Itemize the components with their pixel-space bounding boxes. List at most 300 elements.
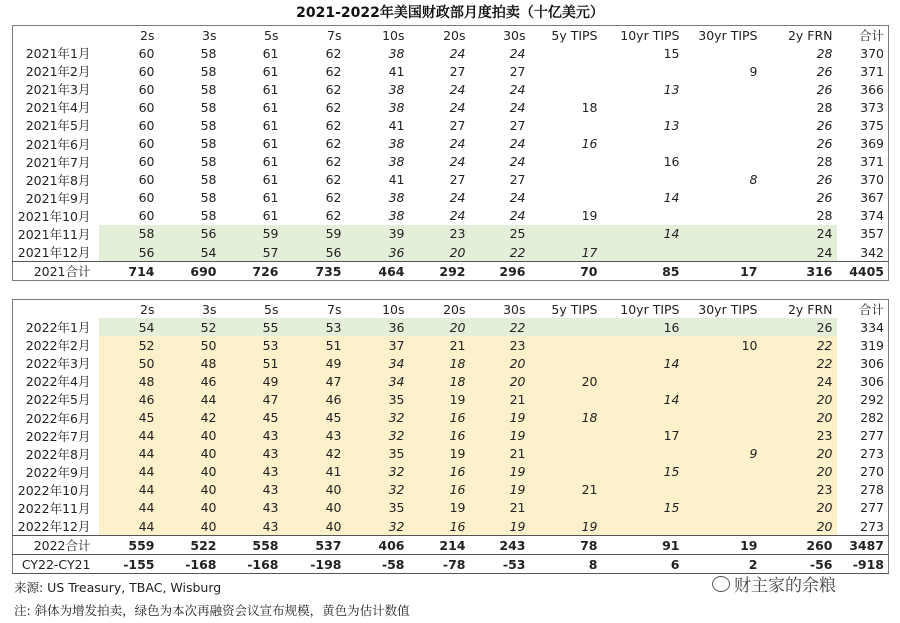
table-cell: -918 bbox=[837, 555, 889, 574]
row-label: 2021年1月 bbox=[25, 46, 91, 62]
table-cell: 46 bbox=[159, 372, 221, 390]
table-cell: 27 bbox=[509, 63, 526, 79]
table-cell: 78 bbox=[530, 536, 602, 555]
table-cell: 22 bbox=[762, 354, 837, 372]
column-header: 5y TIPS bbox=[551, 27, 598, 43]
table-cell: 59 bbox=[283, 225, 346, 243]
table-cell: -155 bbox=[99, 555, 159, 574]
table-cell: 43 bbox=[221, 445, 283, 463]
row-label: 2021年9月 bbox=[25, 190, 91, 206]
table-cell: 28 bbox=[816, 99, 833, 115]
table-cell: 59 bbox=[221, 225, 283, 243]
row-label: 2022年4月 bbox=[25, 374, 91, 390]
table-row bbox=[13, 116, 889, 134]
table-cell: 24 bbox=[449, 99, 466, 115]
table-cell: 58 bbox=[99, 225, 159, 243]
table-cell: 20 bbox=[762, 445, 837, 463]
table-cell: 40 bbox=[283, 499, 346, 517]
column-header: 7s bbox=[327, 301, 342, 317]
table-cell bbox=[602, 445, 684, 463]
column-header: 30s bbox=[503, 301, 526, 317]
table-cell: 34 bbox=[346, 354, 409, 372]
table-cell bbox=[684, 354, 762, 372]
table-cell: 60 bbox=[138, 81, 155, 97]
table-cell: -198 bbox=[283, 555, 346, 574]
table-cell: 296 bbox=[470, 262, 530, 281]
table-cell: 14 bbox=[602, 354, 684, 372]
table-cell: 60 bbox=[138, 45, 155, 61]
table-cell: 46 bbox=[99, 390, 159, 408]
table-cell bbox=[530, 171, 602, 189]
table-cell: 41 bbox=[283, 463, 346, 481]
table-row bbox=[13, 171, 889, 189]
table-row bbox=[13, 427, 889, 445]
table-row bbox=[13, 463, 889, 481]
table-cell: 40 bbox=[159, 499, 221, 517]
table-cell: 24 bbox=[449, 190, 466, 206]
table-cell: 52 bbox=[159, 318, 221, 336]
table-cell: 23 bbox=[762, 427, 837, 445]
row-label: 2022合计 bbox=[13, 536, 99, 555]
table-cell: 45 bbox=[283, 408, 346, 426]
table-cell: 28 bbox=[816, 45, 833, 61]
table-cell bbox=[530, 189, 602, 207]
table-cell: 58 bbox=[200, 81, 217, 97]
table-cell: 19 bbox=[470, 517, 530, 536]
row-label: 2021年10月 bbox=[17, 208, 91, 224]
table-cell: 18 bbox=[530, 408, 602, 426]
table-row bbox=[13, 262, 889, 281]
table-cell: 58 bbox=[200, 136, 217, 152]
table-cell: 22 bbox=[470, 243, 530, 262]
table-cell: 19 bbox=[470, 463, 530, 481]
row-label: 2022年1月 bbox=[25, 320, 91, 336]
header-cell-blank bbox=[13, 300, 99, 319]
table-cell: 45 bbox=[221, 408, 283, 426]
table-cell: 735 bbox=[283, 262, 346, 281]
table-cell: 58 bbox=[200, 154, 217, 170]
table-cell: 62 bbox=[325, 63, 342, 79]
table-cell: 277 bbox=[860, 500, 884, 516]
table-cell: 21 bbox=[530, 481, 602, 499]
table-cell: 14 bbox=[602, 225, 684, 243]
table-cell: 16 bbox=[581, 136, 598, 152]
table-cell: 62 bbox=[325, 81, 342, 97]
table-cell: 16 bbox=[409, 517, 470, 536]
table-cell: 690 bbox=[159, 262, 221, 281]
table-cell bbox=[684, 134, 762, 152]
table-row bbox=[13, 372, 889, 390]
row-label: 2022年2月 bbox=[25, 338, 91, 354]
table-cell bbox=[684, 225, 762, 243]
row-label: 2021年5月 bbox=[25, 118, 91, 134]
column-header: 3s bbox=[202, 301, 217, 317]
table-cell: 278 bbox=[860, 482, 884, 498]
table-cell: 44 bbox=[99, 445, 159, 463]
table-cell: 62 bbox=[325, 190, 342, 206]
table-cell: 35 bbox=[346, 390, 409, 408]
table-cell: 56 bbox=[159, 225, 221, 243]
table-cell bbox=[684, 463, 762, 481]
table-cell: 62 bbox=[325, 99, 342, 115]
column-header: 30yr TIPS bbox=[698, 301, 758, 317]
table-cell: 60 bbox=[138, 99, 155, 115]
table-cell: 91 bbox=[602, 536, 684, 555]
row-label: 2021年3月 bbox=[25, 82, 91, 98]
table-cell: 370 bbox=[860, 172, 884, 188]
table-cell bbox=[530, 225, 602, 243]
table-cell bbox=[602, 481, 684, 499]
table-cell bbox=[684, 427, 762, 445]
table-cell: 714 bbox=[99, 262, 159, 281]
table-row bbox=[13, 390, 889, 408]
table-cell: 26 bbox=[816, 136, 833, 152]
table-cell: 44 bbox=[99, 481, 159, 499]
table-cell: 367 bbox=[860, 190, 884, 206]
column-header: 合计 bbox=[858, 28, 884, 43]
table-cell: 13 bbox=[663, 117, 680, 133]
table-cell: 43 bbox=[221, 463, 283, 481]
row-label: 2022年7月 bbox=[25, 428, 91, 444]
table-cell: 58 bbox=[200, 117, 217, 133]
table-cell: 16 bbox=[602, 318, 684, 336]
table-cell: 20 bbox=[762, 463, 837, 481]
row-label: 2022年11月 bbox=[17, 500, 91, 516]
table-row bbox=[13, 225, 889, 243]
table-cell: 53 bbox=[283, 318, 346, 336]
table-cell: 26 bbox=[816, 81, 833, 97]
table-cell: 54 bbox=[99, 318, 159, 336]
table-cell bbox=[684, 207, 762, 225]
table-cell: 60 bbox=[138, 208, 155, 224]
page-title: 2021-2022年美国财政部月度拍卖（十亿美元） bbox=[296, 5, 604, 21]
table-cell: 9 bbox=[749, 63, 758, 79]
table-cell: 60 bbox=[138, 172, 155, 188]
table-cell: 17 bbox=[684, 262, 762, 281]
table-cell: 32 bbox=[346, 517, 409, 536]
row-label: 2022年8月 bbox=[25, 446, 91, 462]
table-cell: 51 bbox=[221, 354, 283, 372]
table-cell bbox=[602, 62, 684, 80]
table-cell: 56 bbox=[99, 243, 159, 262]
table-cell: 19 bbox=[530, 517, 602, 536]
table-cell: 24 bbox=[449, 136, 466, 152]
table-cell: 32 bbox=[346, 427, 409, 445]
header-cell-blank bbox=[13, 26, 99, 45]
table-cell: 43 bbox=[221, 427, 283, 445]
table-cell: 61 bbox=[262, 99, 279, 115]
column-header: 30s bbox=[503, 27, 526, 43]
column-header: 7s bbox=[327, 27, 342, 43]
table-cell: 37 bbox=[346, 336, 409, 354]
table-cell: 334 bbox=[860, 319, 884, 335]
table-cell: -53 bbox=[470, 555, 530, 574]
table-cell bbox=[684, 189, 762, 207]
table-cell: 35 bbox=[346, 445, 409, 463]
table-cell: 24 bbox=[449, 208, 466, 224]
table-cell: 306 bbox=[860, 373, 884, 389]
table-cell: 48 bbox=[159, 354, 221, 372]
table-row bbox=[13, 445, 889, 463]
table-cell: 43 bbox=[283, 427, 346, 445]
table-cell: 40 bbox=[159, 517, 221, 536]
table-row bbox=[13, 207, 889, 225]
table-cell: 16 bbox=[409, 481, 470, 499]
table-cell bbox=[684, 499, 762, 517]
table-cell: 24 bbox=[509, 154, 526, 170]
table-cell: 42 bbox=[159, 408, 221, 426]
table-cell: 17 bbox=[530, 243, 602, 262]
table-cell: 19 bbox=[684, 536, 762, 555]
table-cell bbox=[684, 243, 762, 262]
table-cell bbox=[530, 463, 602, 481]
table-cell: 373 bbox=[860, 99, 884, 115]
table-cell: 41 bbox=[388, 172, 405, 188]
table-cell: 56 bbox=[283, 243, 346, 262]
table-cell: 40 bbox=[159, 463, 221, 481]
table-cell bbox=[602, 243, 684, 262]
table-cell: 27 bbox=[509, 117, 526, 133]
table-cell: 54 bbox=[159, 243, 221, 262]
table-cell: 20 bbox=[409, 318, 470, 336]
row-label: 2021年2月 bbox=[25, 64, 91, 80]
table-cell: 45 bbox=[99, 408, 159, 426]
table-cell: 20 bbox=[762, 517, 837, 536]
table-cell bbox=[684, 116, 762, 134]
column-header: 3s bbox=[202, 27, 217, 43]
table-cell: 19 bbox=[409, 445, 470, 463]
table-cell bbox=[684, 318, 762, 336]
table-body-2021 bbox=[13, 44, 889, 281]
table-cell: 61 bbox=[262, 136, 279, 152]
watermark-text: 财主家的余粮 bbox=[734, 576, 836, 596]
table-cell: 22 bbox=[762, 336, 837, 354]
table-cell: 38 bbox=[388, 81, 405, 97]
table-cell: 47 bbox=[283, 372, 346, 390]
table-cell: 44 bbox=[99, 517, 159, 536]
table-cell bbox=[530, 44, 602, 62]
table-row bbox=[13, 243, 889, 262]
table-cell: 61 bbox=[262, 190, 279, 206]
table-cell: 464 bbox=[346, 262, 409, 281]
table-cell: 558 bbox=[221, 536, 283, 555]
table-cell bbox=[530, 153, 602, 171]
table-cell: 19 bbox=[470, 481, 530, 499]
table-cell: 277 bbox=[860, 428, 884, 444]
column-header: 2y FRN bbox=[787, 27, 833, 43]
table-cell bbox=[530, 427, 602, 445]
table-cell: 49 bbox=[221, 372, 283, 390]
table-cell: 32 bbox=[346, 408, 409, 426]
table-cell bbox=[684, 372, 762, 390]
table-cell: 319 bbox=[860, 337, 884, 353]
table-cell: 21 bbox=[409, 336, 470, 354]
table-cell: 375 bbox=[860, 117, 884, 133]
table-cell: 40 bbox=[159, 445, 221, 463]
table-cell: 44 bbox=[99, 499, 159, 517]
header-row bbox=[13, 300, 889, 319]
table-cell: 38 bbox=[388, 154, 405, 170]
table-cell: 19 bbox=[409, 499, 470, 517]
column-header: 20s bbox=[443, 27, 466, 43]
table-cell: 21 bbox=[470, 499, 530, 517]
auction-table-2021 bbox=[12, 25, 889, 281]
row-label: 2022年6月 bbox=[25, 410, 91, 426]
table-cell: 23 bbox=[762, 481, 837, 499]
row-label: 2022年3月 bbox=[25, 356, 91, 372]
table-cell: 26 bbox=[816, 63, 833, 79]
column-header: 5y TIPS bbox=[551, 301, 598, 317]
table-cell: 35 bbox=[346, 499, 409, 517]
table-row bbox=[13, 44, 889, 62]
table-cell: 4405 bbox=[837, 262, 889, 281]
table-cell: 40 bbox=[283, 517, 346, 536]
table-cell: 18 bbox=[409, 372, 470, 390]
table-cell: 24 bbox=[449, 81, 466, 97]
table-cell: 40 bbox=[159, 427, 221, 445]
table-cell: 24 bbox=[762, 372, 837, 390]
column-header: 5s bbox=[264, 301, 279, 317]
table-cell: 366 bbox=[860, 81, 884, 97]
table-cell: 61 bbox=[262, 172, 279, 188]
table-cell: 22 bbox=[470, 318, 530, 336]
table-cell bbox=[684, 481, 762, 499]
table-cell: 61 bbox=[262, 45, 279, 61]
table-row bbox=[13, 354, 889, 372]
column-header: 2y FRN bbox=[787, 301, 833, 317]
table-cell: 39 bbox=[346, 225, 409, 243]
column-header: 20s bbox=[443, 301, 466, 317]
table-cell bbox=[530, 336, 602, 354]
table-cell: 38 bbox=[388, 190, 405, 206]
table-cell bbox=[602, 171, 684, 189]
table-cell: -168 bbox=[159, 555, 221, 574]
table-cell: 9 bbox=[684, 445, 762, 463]
table-cell: 406 bbox=[346, 536, 409, 555]
table-cell: 43 bbox=[221, 481, 283, 499]
table-cell: 27 bbox=[449, 172, 466, 188]
table-cell: 24 bbox=[509, 136, 526, 152]
table-cell: 28 bbox=[816, 154, 833, 170]
table-cell: 58 bbox=[200, 63, 217, 79]
table-cell: 270 bbox=[860, 464, 884, 480]
table-cell: 20 bbox=[762, 499, 837, 517]
table-cell: 43 bbox=[221, 499, 283, 517]
table-cell: 370 bbox=[860, 45, 884, 61]
row-label: 2021年4月 bbox=[25, 100, 91, 116]
table-row bbox=[13, 98, 889, 116]
column-header: 10s bbox=[382, 301, 405, 317]
watermark bbox=[712, 571, 836, 596]
table-cell bbox=[530, 62, 602, 80]
table-cell: 19 bbox=[581, 208, 598, 224]
table-cell: 40 bbox=[159, 481, 221, 499]
table-cell: 24 bbox=[762, 225, 837, 243]
table-cell: 18 bbox=[409, 354, 470, 372]
table-cell: 16 bbox=[663, 154, 680, 170]
table-cell: 371 bbox=[860, 154, 884, 170]
table-cell: 25 bbox=[470, 225, 530, 243]
table-row bbox=[13, 481, 889, 499]
table-cell: 260 bbox=[762, 536, 837, 555]
table-cell: 42 bbox=[283, 445, 346, 463]
auction-table-2022 bbox=[12, 299, 889, 574]
table-cell: 61 bbox=[262, 154, 279, 170]
table-cell bbox=[602, 408, 684, 426]
table-cell: 60 bbox=[138, 154, 155, 170]
table-cell: 62 bbox=[325, 208, 342, 224]
row-label: 2021年6月 bbox=[25, 136, 91, 152]
table-cell: 61 bbox=[262, 63, 279, 79]
table-row bbox=[13, 62, 889, 80]
row-label: CY22-CY21 bbox=[13, 555, 99, 574]
table-cell bbox=[684, 98, 762, 116]
table-cell: 34 bbox=[346, 372, 409, 390]
table-cell bbox=[530, 445, 602, 463]
table-cell: 61 bbox=[262, 117, 279, 133]
table-cell: 24 bbox=[509, 45, 526, 61]
row-label: 2022年12月 bbox=[17, 519, 91, 535]
table-cell: 20 bbox=[470, 372, 530, 390]
table-body-2022 bbox=[13, 318, 889, 574]
table-cell bbox=[530, 116, 602, 134]
table-cell: 41 bbox=[388, 117, 405, 133]
row-label: 2021年12月 bbox=[17, 245, 91, 261]
table-cell: 60 bbox=[138, 136, 155, 152]
table-cell: 18 bbox=[581, 99, 598, 115]
table-row bbox=[13, 189, 889, 207]
table-cell: 50 bbox=[159, 336, 221, 354]
footnote: 注: 斜体为增发拍卖，绿色为本次再融资会议宣布规模，黄色为估计数值 bbox=[14, 603, 410, 618]
column-header: 30yr TIPS bbox=[698, 27, 758, 43]
row-label: 2021年7月 bbox=[25, 154, 91, 170]
table-cell bbox=[684, 390, 762, 408]
table-cell: 62 bbox=[325, 45, 342, 61]
table-cell: 32 bbox=[346, 463, 409, 481]
table-cell: 61 bbox=[262, 208, 279, 224]
table-cell: 14 bbox=[663, 190, 680, 206]
table-cell: 85 bbox=[602, 262, 684, 281]
table-cell: 24 bbox=[762, 243, 837, 262]
table-cell: 23 bbox=[470, 336, 530, 354]
table-cell: 537 bbox=[283, 536, 346, 555]
table-cell: 282 bbox=[860, 410, 884, 426]
table-cell: 57 bbox=[221, 243, 283, 262]
table-cell bbox=[684, 517, 762, 536]
row-label: 2021合计 bbox=[13, 262, 99, 281]
table-cell: 20 bbox=[530, 372, 602, 390]
column-header: 5s bbox=[264, 27, 279, 43]
table-cell bbox=[530, 80, 602, 98]
table-cell: 3487 bbox=[837, 536, 889, 555]
table-cell: 273 bbox=[860, 446, 884, 462]
source-note: 来源: US Treasury, TBAC, Wisburg bbox=[14, 580, 222, 595]
table-cell: 58 bbox=[200, 190, 217, 206]
table-cell: 23 bbox=[409, 225, 470, 243]
table-cell: 48 bbox=[99, 372, 159, 390]
table-row bbox=[13, 318, 889, 336]
table-cell: 10 bbox=[684, 336, 762, 354]
table-cell: 16 bbox=[409, 408, 470, 426]
table-cell: 243 bbox=[470, 536, 530, 555]
table-cell: 28 bbox=[816, 208, 833, 224]
table-cell: 36 bbox=[346, 318, 409, 336]
table-cell: 51 bbox=[283, 336, 346, 354]
table-cell: 24 bbox=[509, 81, 526, 97]
table-cell: -168 bbox=[221, 555, 283, 574]
table-cell: 55 bbox=[221, 318, 283, 336]
table-cell: 49 bbox=[283, 354, 346, 372]
